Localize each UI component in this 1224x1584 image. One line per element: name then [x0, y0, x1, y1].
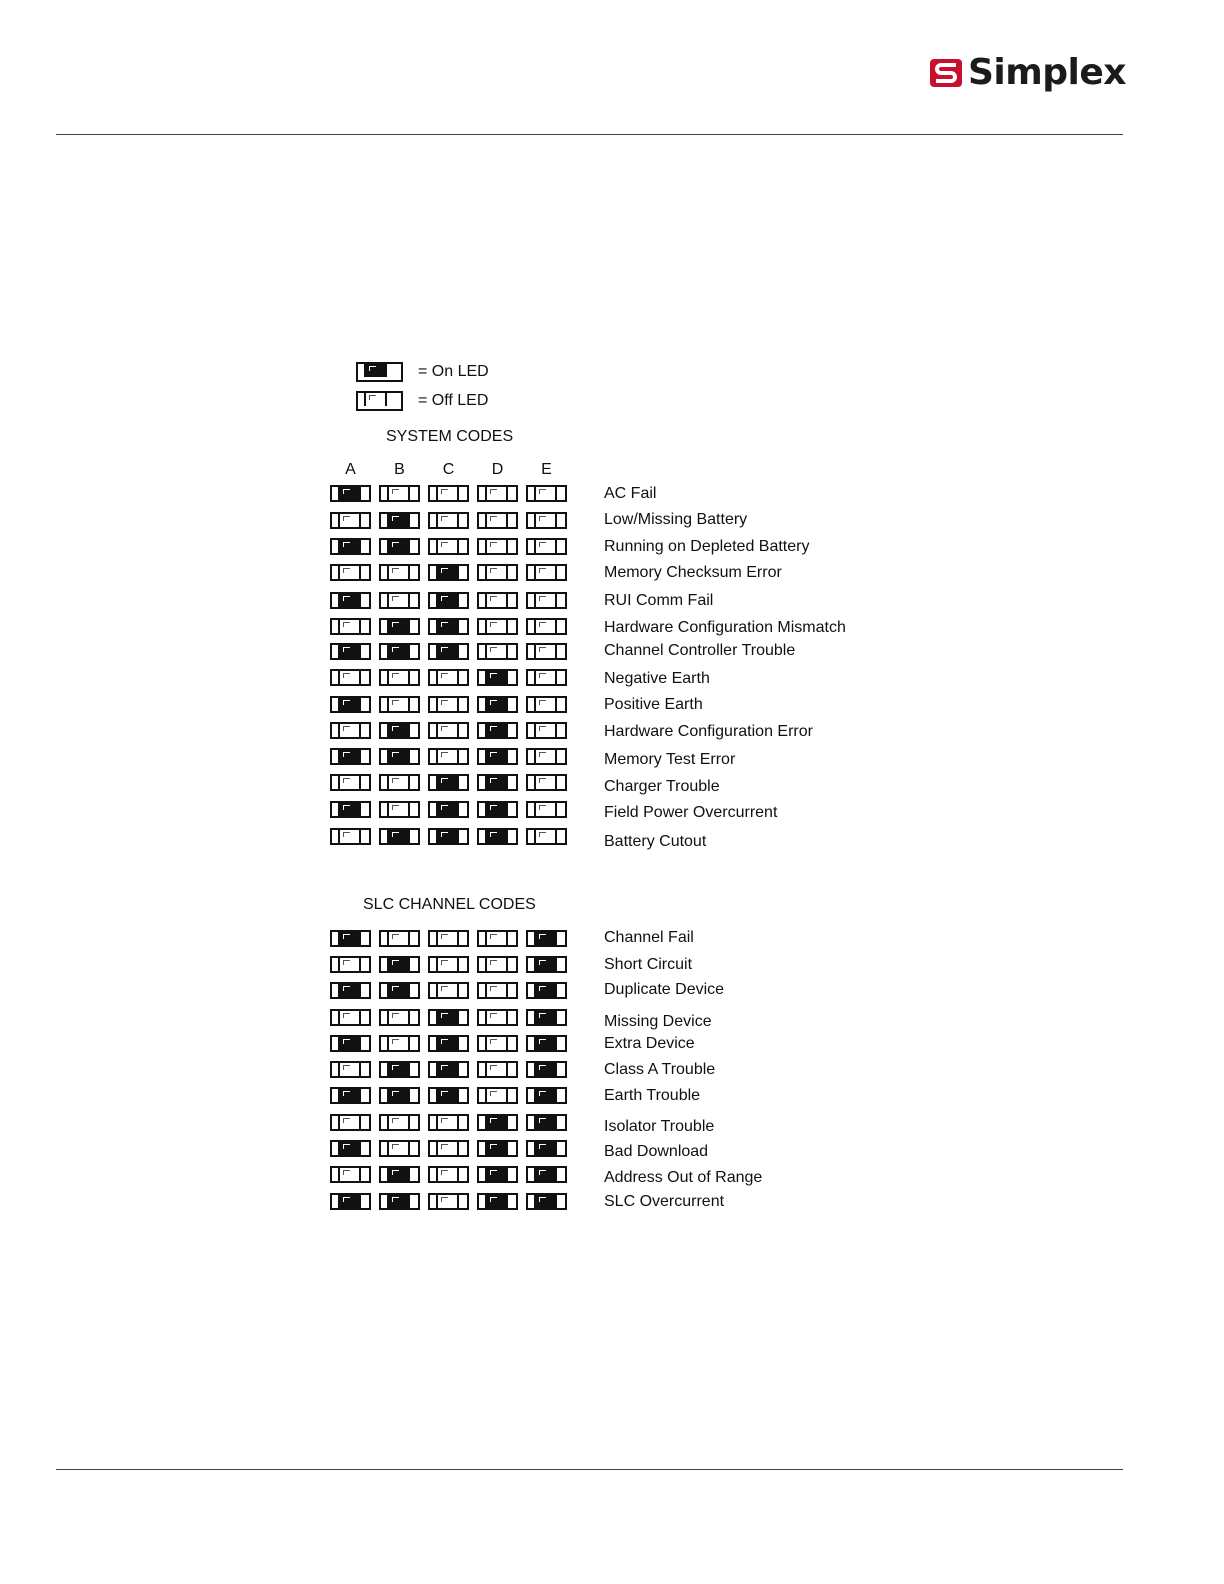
system_codes-row-1-led-d — [477, 512, 518, 529]
system_codes-row-3-led-c — [428, 564, 469, 581]
system_codes-row-12-led-d — [477, 801, 518, 818]
slc_codes-row-3-led-c — [428, 1009, 469, 1026]
slc_codes-row-4-led-d — [477, 1035, 518, 1052]
system_codes-row-0-led-b — [379, 485, 420, 502]
system_codes-row-10-led-b — [379, 748, 420, 765]
slc_codes-row-3-led-a — [330, 1009, 371, 1026]
system_codes-code-label: Charger Trouble — [604, 778, 720, 795]
system_codes-row-2-led-d — [477, 538, 518, 555]
system_codes-code-label: Running on Depleted Battery — [604, 538, 810, 555]
slc_codes-code-label: Duplicate Device — [604, 981, 725, 998]
system_codes-row-3-led-d — [477, 564, 518, 581]
system_codes-row-12-led-a — [330, 801, 371, 818]
system_codes-row-8-led-c — [428, 696, 469, 713]
system_codes-row-0-led-e — [526, 485, 567, 502]
system_codes-row-6-led-a — [330, 643, 371, 660]
system_codes-row-9-led-e — [526, 722, 567, 739]
system_codes-row-9-led-b — [379, 722, 420, 739]
system_codes-row-11-led-b — [379, 774, 420, 791]
slc_codes-row-0-led-b — [379, 930, 420, 947]
simplex-logo — [930, 50, 1126, 96]
system_codes-row-6-led-c — [428, 643, 469, 660]
system_codes-code-label: Low/Missing Battery — [604, 511, 748, 528]
system_codes-code-label: Memory Test Error — [604, 751, 736, 768]
slc_codes-row-6-led-a — [330, 1087, 371, 1104]
slc_codes-row-0-led-c — [428, 930, 469, 947]
system_codes-row-9-led-d — [477, 722, 518, 739]
slc_codes-row-2-led-e — [526, 982, 567, 999]
slc_codes-row-2-led-a — [330, 982, 371, 999]
system_codes-row-13-led-a — [330, 828, 371, 845]
slc_codes-row-5-led-d — [477, 1061, 518, 1078]
system_codes-code-label: Field Power Overcurrent — [604, 804, 778, 821]
legend-label-off: = Off LED — [418, 392, 489, 409]
system_codes-row-3-led-a — [330, 564, 371, 581]
slc_codes-row-9-led-d — [477, 1166, 518, 1183]
system_codes-row-1-led-a — [330, 512, 371, 529]
slc_codes-row-6-led-b — [379, 1087, 420, 1104]
slc_codes-row-8-led-a — [330, 1140, 371, 1157]
legend-label-on: = On LED — [418, 363, 489, 380]
legend-off-led — [356, 391, 403, 411]
system_codes-row-4-led-c — [428, 592, 469, 609]
slc_codes-row-1-led-a — [330, 956, 371, 973]
system_codes-row-10-led-a — [330, 748, 371, 765]
system_codes-row-5-led-e — [526, 618, 567, 635]
system-codes-title: SYSTEM CODES — [386, 428, 514, 445]
slc_codes-row-10-led-c — [428, 1193, 469, 1210]
system_codes-row-0-led-c — [428, 485, 469, 502]
system_codes-row-0-led-d — [477, 485, 518, 502]
slc_codes-row-4-led-c — [428, 1035, 469, 1052]
slc_codes-row-2-led-d — [477, 982, 518, 999]
system_codes-row-4-led-b — [379, 592, 420, 609]
slc_codes-row-3-led-e — [526, 1009, 567, 1026]
slc_codes-code-label: Short Circuit — [604, 956, 693, 973]
system_codes-row-5-led-d — [477, 618, 518, 635]
system_codes-row-11-led-d — [477, 774, 518, 791]
slc_codes-row-1-led-c — [428, 956, 469, 973]
slc_codes-row-9-led-b — [379, 1166, 420, 1183]
slc-codes-title: SLC CHANNEL CODES — [363, 896, 536, 913]
column-header-c: C — [442, 461, 455, 478]
system_codes-code-label: Battery Cutout — [604, 833, 707, 850]
system_codes-code-label: RUI Comm Fail — [604, 592, 714, 609]
system_codes-code-label: Positive Earth — [604, 696, 703, 713]
slc_codes-row-10-led-d — [477, 1193, 518, 1210]
slc_codes-code-label: Earth Trouble — [604, 1087, 701, 1104]
slc_codes-row-2-led-b — [379, 982, 420, 999]
slc_codes-row-9-led-e — [526, 1166, 567, 1183]
system_codes-code-label: Negative Earth — [604, 670, 710, 687]
system_codes-code-label: Hardware Configuration Mismatch — [604, 619, 846, 636]
system_codes-row-13-led-c — [428, 828, 469, 845]
slc_codes-row-2-led-c — [428, 982, 469, 999]
system_codes-row-7-led-c — [428, 669, 469, 686]
system_codes-row-3-led-b — [379, 564, 420, 581]
simplex-logo-icon — [930, 57, 962, 89]
system_codes-row-6-led-e — [526, 643, 567, 660]
system_codes-row-5-led-b — [379, 618, 420, 635]
slc_codes-row-9-led-c — [428, 1166, 469, 1183]
slc_codes-row-5-led-a — [330, 1061, 371, 1078]
system_codes-row-8-led-b — [379, 696, 420, 713]
slc_codes-row-4-led-a — [330, 1035, 371, 1052]
slc_codes-row-0-led-a — [330, 930, 371, 947]
system_codes-row-10-led-e — [526, 748, 567, 765]
system_codes-row-8-led-d — [477, 696, 518, 713]
system_codes-row-9-led-a — [330, 722, 371, 739]
system_codes-row-13-led-e — [526, 828, 567, 845]
slc_codes-code-label: SLC Overcurrent — [604, 1193, 725, 1210]
column-header-d: D — [491, 461, 504, 478]
system_codes-code-label: Hardware Configuration Error — [604, 723, 813, 740]
slc_codes-row-7-led-e — [526, 1114, 567, 1131]
system_codes-row-12-led-e — [526, 801, 567, 818]
system_codes-row-6-led-d — [477, 643, 518, 660]
column-header-a: A — [345, 461, 356, 478]
slc_codes-code-label: Channel Fail — [604, 929, 694, 946]
slc_codes-row-8-led-c — [428, 1140, 469, 1157]
system_codes-row-13-led-b — [379, 828, 420, 845]
system_codes-row-12-led-c — [428, 801, 469, 818]
slc_codes-row-10-led-e — [526, 1193, 567, 1210]
slc_codes-row-3-led-b — [379, 1009, 420, 1026]
slc_codes-row-6-led-e — [526, 1087, 567, 1104]
system_codes-row-8-led-e — [526, 696, 567, 713]
system_codes-row-5-led-a — [330, 618, 371, 635]
system_codes-row-4-led-a — [330, 592, 371, 609]
system_codes-row-5-led-c — [428, 618, 469, 635]
system_codes-row-11-led-c — [428, 774, 469, 791]
slc_codes-row-3-led-d — [477, 1009, 518, 1026]
system_codes-row-0-led-a — [330, 485, 371, 502]
slc_codes-code-label: Missing Device — [604, 1013, 712, 1030]
slc_codes-code-label: Address Out of Range — [604, 1169, 763, 1186]
slc_codes-row-10-led-a — [330, 1193, 371, 1210]
slc_codes-row-6-led-c — [428, 1087, 469, 1104]
system_codes-row-6-led-b — [379, 643, 420, 660]
column-header-b: B — [394, 461, 405, 478]
footer-rule — [56, 1469, 1123, 1470]
slc_codes-code-label: Extra Device — [604, 1035, 695, 1052]
system_codes-row-2-led-b — [379, 538, 420, 555]
system_codes-row-10-led-c — [428, 748, 469, 765]
system_codes-row-7-led-a — [330, 669, 371, 686]
system_codes-row-12-led-b — [379, 801, 420, 818]
slc_codes-row-6-led-d — [477, 1087, 518, 1104]
system_codes-row-2-led-a — [330, 538, 371, 555]
slc_codes-row-1-led-b — [379, 956, 420, 973]
system_codes-code-label: AC Fail — [604, 485, 657, 502]
slc_codes-row-7-led-d — [477, 1114, 518, 1131]
system_codes-row-7-led-e — [526, 669, 567, 686]
slc_codes-row-7-led-b — [379, 1114, 420, 1131]
system_codes-row-9-led-c — [428, 722, 469, 739]
system_codes-row-13-led-d — [477, 828, 518, 845]
slc_codes-row-4-led-b — [379, 1035, 420, 1052]
system_codes-code-label: Memory Checksum Error — [604, 564, 782, 581]
system_codes-row-10-led-d — [477, 748, 518, 765]
system_codes-code-label: Channel Controller Trouble — [604, 642, 796, 659]
system_codes-row-7-led-b — [379, 669, 420, 686]
system_codes-row-2-led-e — [526, 538, 567, 555]
system_codes-row-1-led-b — [379, 512, 420, 529]
slc_codes-row-4-led-e — [526, 1035, 567, 1052]
slc_codes-row-8-led-d — [477, 1140, 518, 1157]
slc_codes-row-0-led-d — [477, 930, 518, 947]
system_codes-row-8-led-a — [330, 696, 371, 713]
slc_codes-code-label: Bad Download — [604, 1143, 709, 1160]
slc_codes-row-10-led-b — [379, 1193, 420, 1210]
slc_codes-row-1-led-e — [526, 956, 567, 973]
system_codes-row-1-led-e — [526, 512, 567, 529]
system_codes-row-11-led-e — [526, 774, 567, 791]
slc_codes-row-7-led-c — [428, 1114, 469, 1131]
slc_codes-row-8-led-b — [379, 1140, 420, 1157]
slc_codes-row-5-led-c — [428, 1061, 469, 1078]
header-rule — [56, 134, 1123, 135]
slc_codes-code-label: Class A Trouble — [604, 1061, 716, 1078]
slc_codes-row-0-led-e — [526, 930, 567, 947]
slc_codes-row-9-led-a — [330, 1166, 371, 1183]
system_codes-row-2-led-c — [428, 538, 469, 555]
system_codes-row-1-led-c — [428, 512, 469, 529]
slc_codes-row-5-led-b — [379, 1061, 420, 1078]
slc_codes-code-label: Isolator Trouble — [604, 1118, 715, 1135]
system_codes-row-3-led-e — [526, 564, 567, 581]
system_codes-row-11-led-a — [330, 774, 371, 791]
legend-on-led — [356, 362, 403, 382]
column-header-e: E — [541, 461, 552, 478]
slc_codes-row-5-led-e — [526, 1061, 567, 1078]
slc_codes-row-1-led-d — [477, 956, 518, 973]
slc_codes-row-7-led-a — [330, 1114, 371, 1131]
brand-name: Simplex — [968, 52, 1127, 93]
system_codes-row-4-led-d — [477, 592, 518, 609]
slc_codes-row-8-led-e — [526, 1140, 567, 1157]
system_codes-row-7-led-d — [477, 669, 518, 686]
system_codes-row-4-led-e — [526, 592, 567, 609]
